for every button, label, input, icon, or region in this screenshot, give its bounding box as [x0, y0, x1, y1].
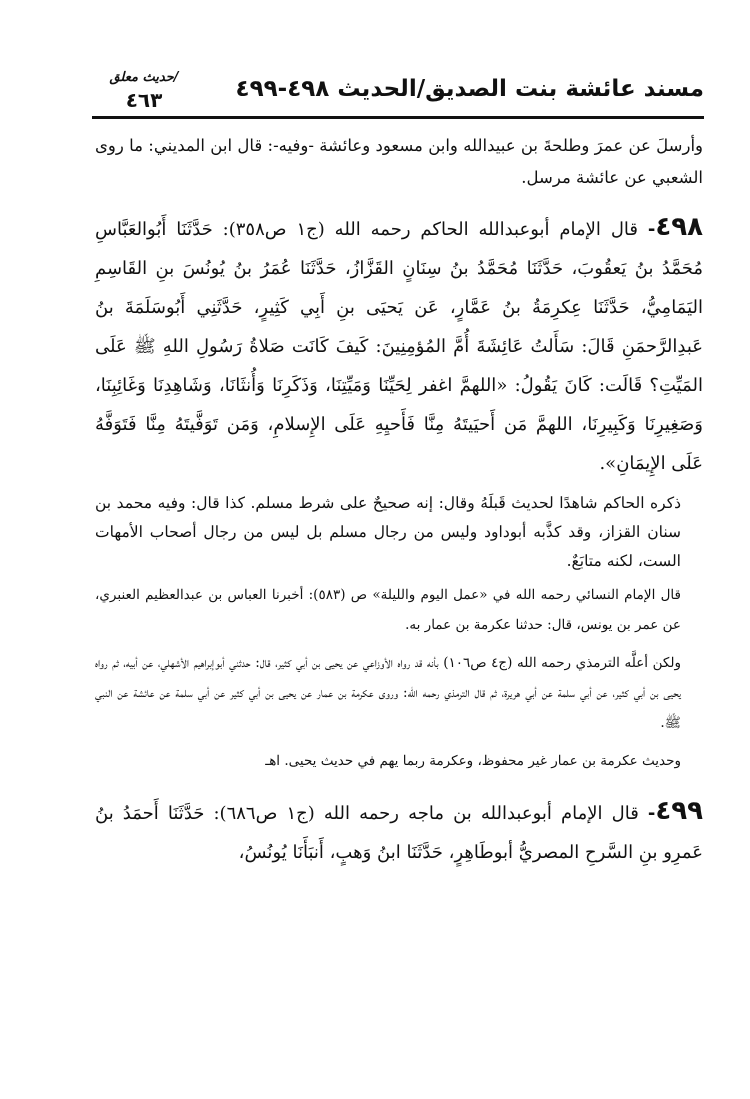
header-rule: [92, 116, 704, 119]
hadith-498: [95, 208, 703, 483]
continuation-paragraph: وأرسلَ عن عمرَ وطلحةَ بن عبيدالله وابن مسعود وعائشة -وفيه-: قال ابن المديني: ما روى الشعبي عن عائشة مرسل.: [95, 136, 703, 187]
hadith-text: قال الإمام أبوعبدالله بن ماجه رحمه الله (ج١ ص٦٨٦): حَدَّثَنَا أَحمَدُ بنُ عَمرِو بنِ السَّرحِ المصريُّ أبوطَاهِرٍ، حَدَّثَنَا ابنُ وَهبٍ، أَنبَأَنَا يُونُسُ،: [95, 803, 703, 863]
commentary-paragraph: ولكن أعلَّه الترمذي رحمه الله (ج٤ ص١٠٦) بأنه قد رواه الأوزاعي عن يحيى بن أبي كثير، قال: حدثني أبوإبراهيم الأشهلي، عن أبيه، ثم رواه يحيى بن أبي كثير، عن أبي سلمة عن أبي هريرة، ثم قال الترمذي رحمه الله: وروى عكرمة بن عمار عن يحيى بن أبي كثير عن أبي سلمة عن عائشة عن النبي ﷺ.: [95, 655, 681, 731]
commentary-paragraph: ذكره الحاكم شاهدًا لحديث قَبلَهُ وقال: إنه صحيحٌ على شرط مسلم. كذا قال: وفيه محمد بن سنان القزاز، وقد كذَّبه أبوداود وليس من رجال مسلم بل ليس من رجال أصحاب الأمهات الست، لكنه متابَعٌ.: [95, 494, 681, 570]
hadith-number: ٤٩٨: [655, 212, 704, 242]
page-header: [92, 70, 704, 126]
handwritten-note: /حديث معلق: [109, 70, 179, 85]
hadith-text: قال الإمام أبوعبدالله الحاكم رحمه الله (ج١ ص٣٥٨): حَدَّثَنَا أَبُوالعَبَّاسِ مُحَمَّدُ بنُ يَعقُوبَ، حَدَّثَنَا مُحَمَّدُ بنُ سِنَانٍ القَزَّازُ، حَدَّثَنَا عُمَرُ بنُ يُونُسَ بنِ القَاسِمِ اليَمَامِيُّ، حَدَّثَنَا عِكرِمَةُ بنُ عَمَّارٍ، عَن يَحيَى بنِ أَبِي كَثِيرٍ، حَدَّثَنِي أَبُوسَلَمَةَ بنُ عَبدِالرَّحمَنِ قَالَ: سَأَلتُ عَائِشَةَ أُمَّ المُؤمِنِينَ: كَيفَ كَانَت صَلاةُ رَسُولِ اللهِ ﷺ عَلَى المَيِّتِ؟ قَالَت: كَانَ يَقُولُ: «اللهمَّ اغفر لِحَيِّنَا وَمَيِّتِنَا، وَذَكَرِنَا وَأُنثَانَا، وَشَاهِدِنَا وَغَائِبِنَا، وَصَغِيرِنَا وَكَبِيرِنَا، اللهمَّ مَن أَحيَيتَهُ مِنَّا فَأَحيِهِ عَلَى الإِسلامِ، وَمَن تَوَفَّيتَهُ مِنَّا فَتَوَفَّهُ عَلَى الإِيمَانِ».: [95, 219, 703, 474]
hadith-dash: -: [647, 219, 656, 240]
page-body: [95, 130, 703, 872]
commentary-paragraph: وحديث عكرمة بن عمار غير محفوظ، وعكرمة ربما يهم في حديث يحيى. اهـ: [265, 753, 681, 769]
running-title: مسند عائشة بنت الصديق/الحديث ٤٩٨-٤٩٩: [235, 76, 704, 102]
hadith-dash: -: [647, 803, 656, 824]
hadith-499: [95, 792, 703, 872]
page-number: ٤٦٣: [125, 88, 163, 112]
hadith-number: ٤٩٩: [655, 796, 704, 826]
commentary-paragraph: قال الإمام النسائي رحمه الله في «عمل اليوم والليلة» ص (٥٨٣): أخبرنا العباس بن عبدالعظيم العنبري، عن عمر بن يونس، قال: حدثنا عكرمة بن عمار به.: [95, 587, 681, 633]
